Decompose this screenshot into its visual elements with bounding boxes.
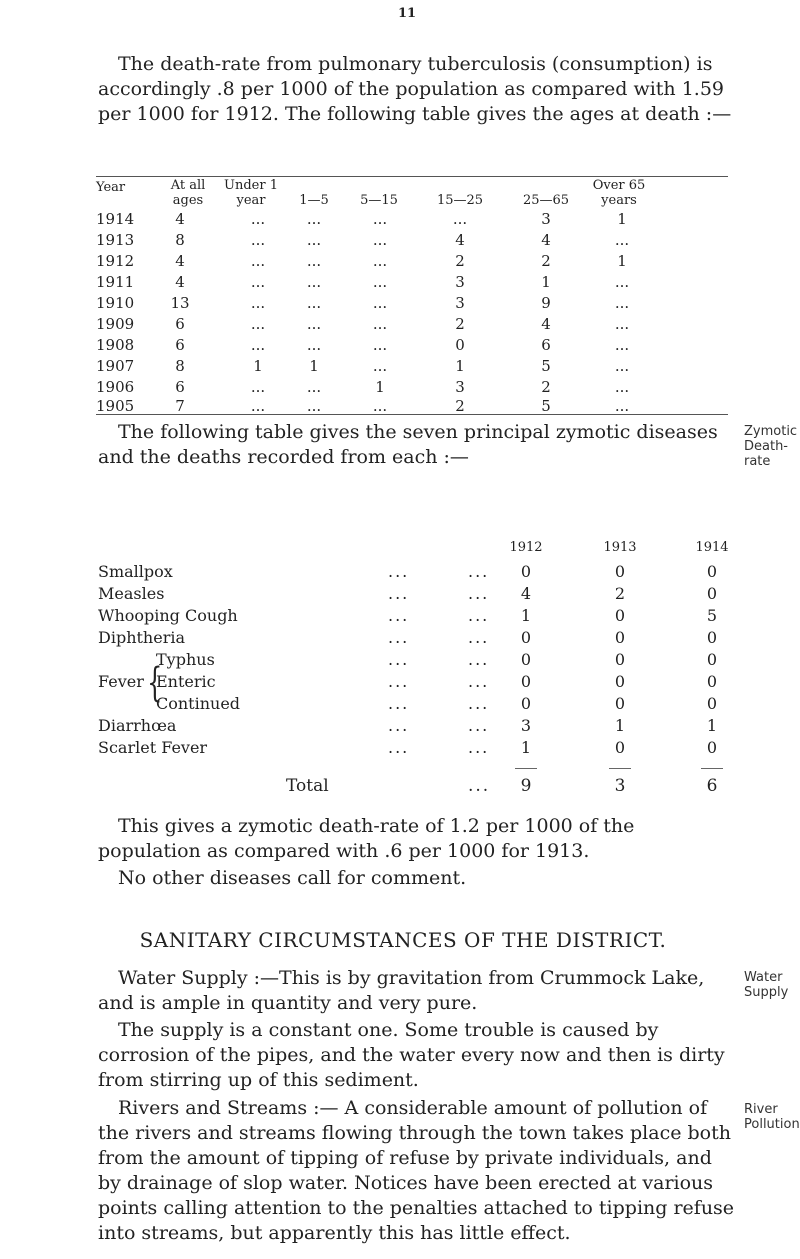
cell-5-15: ...: [372, 231, 388, 249]
cell-year: 1907: [96, 357, 135, 375]
cell-5-15: ...: [372, 397, 388, 415]
cell-over-65: ...: [614, 378, 630, 396]
table-row: [96, 315, 728, 336]
col-1914: 1914: [695, 540, 729, 555]
leader-dots: ...: [468, 606, 490, 625]
cell-year: 1906: [96, 378, 135, 396]
cell-15-25: 3: [455, 294, 465, 312]
cell-15-25: ...: [452, 210, 468, 228]
cell-25-65: 6: [541, 336, 551, 354]
no-other-paragraph: No other diseases call for comment.: [118, 867, 467, 889]
cell-under1: ...: [250, 210, 266, 228]
disease-label: Fever: [98, 672, 144, 691]
value-1912: 3: [520, 716, 532, 735]
table-row: [98, 738, 738, 760]
cell-year: 1908: [96, 336, 135, 354]
cell-over-65: ...: [614, 231, 630, 249]
cell-5-15: ...: [372, 336, 388, 354]
value-1914: 0: [706, 650, 718, 669]
header-5-15: 5—15: [360, 193, 398, 208]
margin-line: Pollution: [744, 1117, 800, 1132]
value-1913: 0: [614, 738, 626, 757]
cell-1-5: ...: [306, 294, 322, 312]
table-rule-bottom: [96, 414, 728, 415]
cell-25-65: 5: [541, 357, 551, 375]
cell-under1: ...: [250, 397, 266, 415]
cell-year: 1910: [96, 294, 135, 312]
section-heading: SANITARY CIRCUMSTANCES OF THE DISTRICT.: [139, 928, 667, 952]
value-1913: 1: [614, 716, 626, 735]
cell-under1: ...: [250, 315, 266, 333]
cell-under1: ...: [250, 252, 266, 270]
cell-25-65: 5: [541, 397, 551, 415]
value-1913: 0: [614, 606, 626, 625]
header-1-5: 1—5: [299, 193, 329, 208]
value-1914: 0: [706, 694, 718, 713]
cell-year: 1912: [96, 252, 135, 270]
table-row: [96, 252, 728, 273]
leader-dots: ...: [468, 584, 490, 603]
margin-line: River: [744, 1102, 778, 1117]
table-row: [98, 628, 738, 650]
leader-dots: ...: [388, 584, 410, 603]
value-1913: 0: [614, 672, 626, 691]
disease-label: Continued: [156, 694, 241, 713]
table-row: [96, 378, 728, 399]
cell-5-15: ...: [372, 210, 388, 228]
col-1913: 1913: [603, 540, 637, 555]
cell-all: 4: [175, 273, 185, 291]
cell-1-5: ...: [306, 336, 322, 354]
value-1912: 1: [520, 738, 532, 757]
table-row: [96, 336, 728, 357]
value-1914: 5: [706, 606, 718, 625]
leader-dots: ...: [388, 562, 410, 581]
cell-all: 8: [175, 231, 185, 249]
value-1912: 0: [520, 672, 532, 691]
total-label: Total: [286, 776, 329, 796]
zymotic-intro: The following table gives the seven principal zymotic diseases and the deaths recorded from each :—: [98, 421, 718, 468]
table-row: [98, 716, 738, 738]
margin-line: Water Supply: [744, 970, 789, 1000]
value-1912: 1: [520, 606, 532, 625]
cell-25-65: 4: [541, 231, 551, 249]
cell-5-15: ...: [372, 357, 388, 375]
header-25-65: 25—65: [522, 193, 570, 208]
table-row: [96, 231, 728, 252]
disease-sublabel: Enteric: [156, 672, 216, 691]
col-1912: 1912: [509, 540, 543, 555]
value-1914: 1: [706, 716, 718, 735]
cell-year: 1913: [96, 231, 135, 249]
cell-25-65: 2: [541, 378, 551, 396]
cell-year: 1909: [96, 315, 135, 333]
cell-over-65: ...: [614, 294, 630, 312]
cell-25-65: 4: [541, 315, 551, 333]
rivers-paragraph: Rivers and Streams :— A considerable amount of pollution of the rivers and streams flowing through the town takes place both from the amount of tipping of refuse by private individuals, and by drainage of slop water. Notices have been erected at various points calling attention to the penalties attached to tipping refuse into streams, but apparently this has little effect.: [98, 1097, 735, 1244]
disease-label: Whooping Cough: [98, 606, 238, 625]
cell-over-65: 1: [617, 252, 627, 270]
value-1914: 0: [706, 628, 718, 647]
value-1913: 0: [614, 628, 626, 647]
table-row: [96, 273, 728, 294]
cell-year: 1911: [96, 273, 135, 291]
cell-under1: ...: [250, 273, 266, 291]
cell-15-25: 1: [455, 357, 465, 375]
cell-15-25: 3: [455, 378, 465, 396]
table-row: [98, 584, 738, 606]
leader-dots: ...: [468, 716, 490, 735]
leader-dots: ...: [468, 694, 490, 713]
disease-label: Smallpox: [98, 562, 173, 581]
water-paragraph-2: The supply is a constant one. Some trouble is caused by corrosion of the pipes, and the water every now and then is dirty from stirring up of this sediment.: [98, 1019, 725, 1091]
value-1913: 0: [614, 562, 626, 581]
cell-all: 6: [175, 315, 185, 333]
cell-1-5: ...: [306, 378, 322, 396]
cell-under1: ...: [250, 231, 266, 249]
cell-all: 6: [175, 378, 185, 396]
cell-all: 7: [175, 397, 185, 415]
brace-icon: {: [147, 660, 163, 706]
total-row: [98, 776, 738, 798]
cell-year: 1905: [96, 397, 135, 415]
total-1914: 6: [706, 776, 718, 796]
header-15-25: 15—25: [436, 193, 484, 208]
sum-rule: [609, 768, 631, 769]
cell-1-5: ...: [306, 397, 322, 415]
value-1912: 0: [520, 562, 532, 581]
value-1912: 4: [520, 584, 532, 603]
leader-dots: ...: [468, 628, 490, 647]
leader-dots: ...: [388, 650, 410, 669]
value-1913: 0: [614, 694, 626, 713]
page-number: 11: [398, 6, 417, 21]
cell-under1: ...: [250, 336, 266, 354]
cell-5-15: ...: [372, 252, 388, 270]
cell-15-25: 0: [455, 336, 465, 354]
leader-dots: ...: [388, 628, 410, 647]
leader-dots: ...: [468, 672, 490, 691]
total-1912: 9: [520, 776, 532, 796]
cell-25-65: 1: [541, 273, 551, 291]
value-1912: 0: [520, 694, 532, 713]
leader-dots: ...: [388, 672, 410, 691]
cell-25-65: 3: [541, 210, 551, 228]
header-year: Year: [96, 180, 126, 195]
table-row: [96, 210, 728, 231]
margin-line: Death-rate: [744, 439, 789, 469]
cell-over-65: ...: [614, 357, 630, 375]
cell-over-65: ...: [614, 315, 630, 333]
table-row: [98, 606, 738, 628]
disease-label: Diarrhœa: [98, 716, 177, 735]
value-1912: 0: [520, 628, 532, 647]
cell-5-15: ...: [372, 315, 388, 333]
table-row: [96, 357, 728, 378]
cell-5-15: 1: [375, 378, 385, 396]
value-1913: 2: [614, 584, 626, 603]
cell-over-65: 1: [617, 210, 627, 228]
cell-all: 4: [175, 210, 185, 228]
leader-dots: ...: [468, 776, 491, 796]
header-over-65: Over 65 years: [592, 178, 646, 208]
cell-1-5: ...: [306, 315, 322, 333]
water-paragraph-1: Water Supply :—This is by gravitation from Crummock Lake, and is ample in quantity and very pure.: [98, 967, 705, 1014]
cell-5-15: ...: [372, 294, 388, 312]
disease-label: Typhus: [156, 650, 215, 669]
cell-all: 6: [175, 336, 185, 354]
leader-dots: ...: [388, 716, 410, 735]
table-rule-top: [96, 176, 728, 177]
value-1914: 0: [706, 584, 718, 603]
cell-1-5: ...: [306, 210, 322, 228]
zymotic-paragraph: This gives a zymotic death-rate of 1.2 per 1000 of the population as compared with .6 per 1000 for 1913.: [98, 815, 635, 862]
disease-label: Diphtheria: [98, 628, 185, 647]
value-1914: 0: [706, 672, 718, 691]
cell-1-5: 1: [309, 357, 319, 375]
sum-rule: [515, 768, 537, 769]
total-1913: 3: [614, 776, 626, 796]
value-1912: 0: [520, 650, 532, 669]
table-row: [98, 650, 738, 672]
disease-label: Measles: [98, 584, 165, 603]
cell-5-15: ...: [372, 273, 388, 291]
value-1914: 0: [706, 562, 718, 581]
cell-1-5: ...: [306, 252, 322, 270]
cell-over-65: ...: [614, 273, 630, 291]
leader-dots: ...: [388, 606, 410, 625]
disease-label: Scarlet Fever: [98, 738, 208, 757]
leader-dots: ...: [468, 562, 490, 581]
cell-all: 4: [175, 252, 185, 270]
cell-15-25: 4: [455, 231, 465, 249]
cell-under1: 1: [253, 357, 263, 375]
table-row: [98, 694, 738, 716]
margin-note-river: [744, 1102, 800, 1132]
table-row: [96, 294, 728, 315]
cell-over-65: ...: [614, 336, 630, 354]
cell-all: 8: [175, 357, 185, 375]
cell-25-65: 9: [541, 294, 551, 312]
cell-all: 13: [170, 294, 190, 312]
leader-dots: ...: [468, 650, 490, 669]
margin-note-water: [744, 970, 800, 1000]
sum-rule: [701, 768, 723, 769]
leader-dots: ...: [388, 694, 410, 713]
cell-1-5: ...: [306, 231, 322, 249]
margin-note-zymotic: [744, 424, 800, 469]
cell-15-25: 2: [455, 315, 465, 333]
cell-over-65: ...: [614, 397, 630, 415]
header-under-1: Under 1 year: [224, 178, 278, 208]
cell-under1: ...: [250, 294, 266, 312]
cell-15-25: 2: [455, 397, 465, 415]
leader-dots: ...: [468, 738, 490, 757]
leader-dots: ...: [388, 738, 410, 757]
intro-paragraph: The death-rate from pulmonary tuberculosis (consumption) is accordingly .8 per 1000 of the population as compared with 1.59 per 1000 for 1912. The following table gives the ages at death :—: [98, 53, 732, 125]
table-row: [98, 562, 738, 584]
cell-15-25: 2: [455, 252, 465, 270]
cell-15-25: 3: [455, 273, 465, 291]
cell-1-5: ...: [306, 273, 322, 291]
cell-under1: ...: [250, 378, 266, 396]
value-1914: 0: [706, 738, 718, 757]
value-1913: 0: [614, 650, 626, 669]
cell-year: 1914: [96, 210, 135, 228]
cell-25-65: 2: [541, 252, 551, 270]
margin-line: Zymotic: [744, 424, 798, 439]
header-all-ages: At all ages: [170, 178, 206, 208]
